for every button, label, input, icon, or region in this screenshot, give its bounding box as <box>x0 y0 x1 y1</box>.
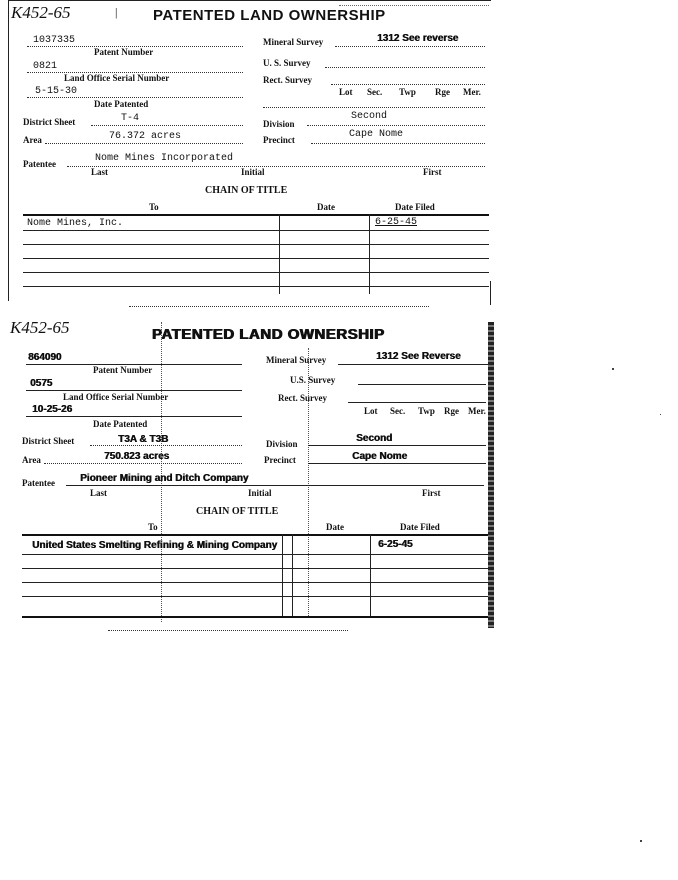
dotted-line <box>66 485 484 486</box>
table-rule <box>23 258 489 259</box>
division-value: Second <box>351 111 388 122</box>
rect-header-sec: Sec. <box>367 87 383 97</box>
division-label: Division <box>263 119 295 129</box>
dotted-line <box>308 445 486 446</box>
table-rule <box>22 568 488 569</box>
serial-value: 0575 <box>30 378 53 389</box>
dotted-line <box>45 143 243 144</box>
serial-label: Land Office Serial Number <box>64 73 170 83</box>
table-divider <box>370 534 371 616</box>
division-label: Division <box>266 439 298 449</box>
dotted-line <box>27 97 243 98</box>
table-divider <box>282 534 283 616</box>
chain-header-date-filed: Date Filed <box>395 202 435 212</box>
rect-header-mer: Mer. <box>463 87 481 97</box>
precinct-label: Precinct <box>263 135 295 145</box>
scan-fold <box>161 322 162 622</box>
us-survey-label: U.S. Survey <box>290 375 336 385</box>
dotted-line <box>307 125 485 126</box>
tick-mark: | <box>115 5 118 19</box>
dotted-line <box>308 463 486 464</box>
table-rule <box>23 214 489 216</box>
table-divider <box>490 281 491 305</box>
chain-header-date-filed: Date Filed <box>400 522 440 532</box>
rect-header-mer: Mer. <box>468 406 486 416</box>
serial-label: Land Office Serial Number <box>63 392 169 402</box>
date-patented-value: 5-15-30 <box>35 86 78 97</box>
dotted-line <box>325 67 485 68</box>
division-value: Second <box>356 433 393 444</box>
chain-filed-value: 6-25-45 <box>375 217 418 228</box>
card-code: K452-65 <box>10 318 70 337</box>
table-rule <box>22 534 488 536</box>
patentee-value: Pioneer Mining and Ditch Company <box>80 473 249 484</box>
dotted-line <box>26 416 242 417</box>
table-divider <box>292 534 293 616</box>
patent-number-value: 864090 <box>28 352 62 363</box>
dotted-line <box>338 364 488 365</box>
us-survey-label: U. S. Survey <box>263 58 311 68</box>
rect-header-rge: Rge <box>444 406 459 416</box>
dotted-line <box>129 306 429 307</box>
dotted-line <box>108 630 348 631</box>
rect-header-lot: Lot <box>339 87 353 97</box>
area-value: 750.823 acres <box>104 451 170 462</box>
chain-of-title-heading: CHAIN OF TITLE <box>196 506 279 517</box>
scan-fold <box>308 348 309 618</box>
rect-header-sec: Sec. <box>390 406 406 416</box>
date-patented-label: Date Patented <box>93 419 148 429</box>
precinct-label: Precinct <box>264 455 296 465</box>
mineral-survey-label: Mineral Survey <box>263 37 324 47</box>
name-header-first: First <box>423 167 442 177</box>
table-rule <box>22 616 488 618</box>
card-title: PATENTED LAND OWNERSHIP <box>153 7 386 24</box>
mineral-survey-label: Mineral Survey <box>266 355 327 365</box>
patent-number-value: 1037335 <box>33 35 76 46</box>
date-patented-value: 10-25-26 <box>32 404 73 415</box>
table-rule <box>22 554 488 555</box>
patent-number-label: Patent Number <box>94 47 154 57</box>
scan-noise <box>339 5 489 6</box>
patent-number-label: Patent Number <box>93 365 153 375</box>
dotted-line <box>358 384 486 385</box>
dotted-line <box>331 84 485 85</box>
dotted-line <box>335 46 485 47</box>
dotted-line <box>91 125 243 126</box>
table-rule <box>22 596 488 597</box>
district-sheet-value: T-4 <box>121 113 140 124</box>
district-sheet-label: District Sheet <box>22 436 75 446</box>
district-sheet-label: District Sheet <box>23 117 76 127</box>
name-header-initial: Initial <box>248 488 272 498</box>
ownership-card-top <box>8 0 491 301</box>
precinct-value: Cape Nome <box>352 451 408 462</box>
card-code: K452-65 <box>11 3 71 22</box>
area-label: Area <box>22 455 41 465</box>
dotted-line <box>44 463 242 464</box>
district-sheet-value: T3A & T3B <box>118 434 169 445</box>
table-rule <box>23 230 489 231</box>
chain-header-date: Date <box>326 522 344 532</box>
table-rule <box>22 582 488 583</box>
date-patented-label: Date Patented <box>94 99 149 109</box>
rect-header-twp: Twp <box>418 406 435 416</box>
scan-speck <box>612 368 614 370</box>
table-rule <box>23 272 489 273</box>
rect-survey-label: Rect. Survey <box>278 393 327 403</box>
chain-header-to: To <box>149 202 159 212</box>
chain-to-value: Nome Mines, Inc. <box>27 218 124 229</box>
rect-header-twp: Twp <box>399 87 416 97</box>
patentee-label: Patentee <box>23 159 56 169</box>
area-label: Area <box>23 135 42 145</box>
name-header-initial: Initial <box>241 167 265 177</box>
patentee-label: Patentee <box>22 478 55 488</box>
patentee-value: Nome Mines Incorporated <box>95 153 234 164</box>
rect-header-lot: Lot <box>364 406 378 416</box>
area-value: 76.372 acres <box>109 131 182 142</box>
dotted-line <box>26 390 242 391</box>
ownership-card-bottom <box>8 318 490 628</box>
name-header-last: Last <box>91 167 109 177</box>
scan-speck <box>660 414 661 415</box>
scan-speck <box>640 840 642 842</box>
scan-edge-bar <box>488 322 494 628</box>
name-header-first: First <box>422 488 441 498</box>
card-title: PATENTED LAND OWNERSHIP <box>152 326 385 343</box>
chain-of-title-heading: CHAIN OF TITLE <box>205 185 288 196</box>
mineral-survey-value: 1312 See reverse <box>377 33 459 44</box>
chain-filed-value: 6-25-45 <box>378 539 413 550</box>
dotted-line <box>90 445 242 446</box>
rect-survey-label: Rect. Survey <box>263 75 312 85</box>
table-rule <box>23 286 489 287</box>
table-rule <box>23 244 489 245</box>
dotted-line <box>263 107 485 108</box>
chain-header-date: Date <box>317 202 335 212</box>
dotted-line <box>348 402 486 403</box>
name-header-last: Last <box>90 488 108 498</box>
table-divider <box>279 214 280 294</box>
chain-to-value: United States Smelting Refining & Mining Company <box>32 540 278 551</box>
mineral-survey-value: 1312 See Reverse <box>376 351 461 362</box>
dotted-line <box>311 143 485 144</box>
precinct-value: Cape Nome <box>349 129 404 140</box>
rect-header-rge: Rge <box>435 87 450 97</box>
table-divider <box>369 214 370 294</box>
serial-value: 0821 <box>33 61 58 72</box>
chain-header-to: To <box>148 522 158 532</box>
